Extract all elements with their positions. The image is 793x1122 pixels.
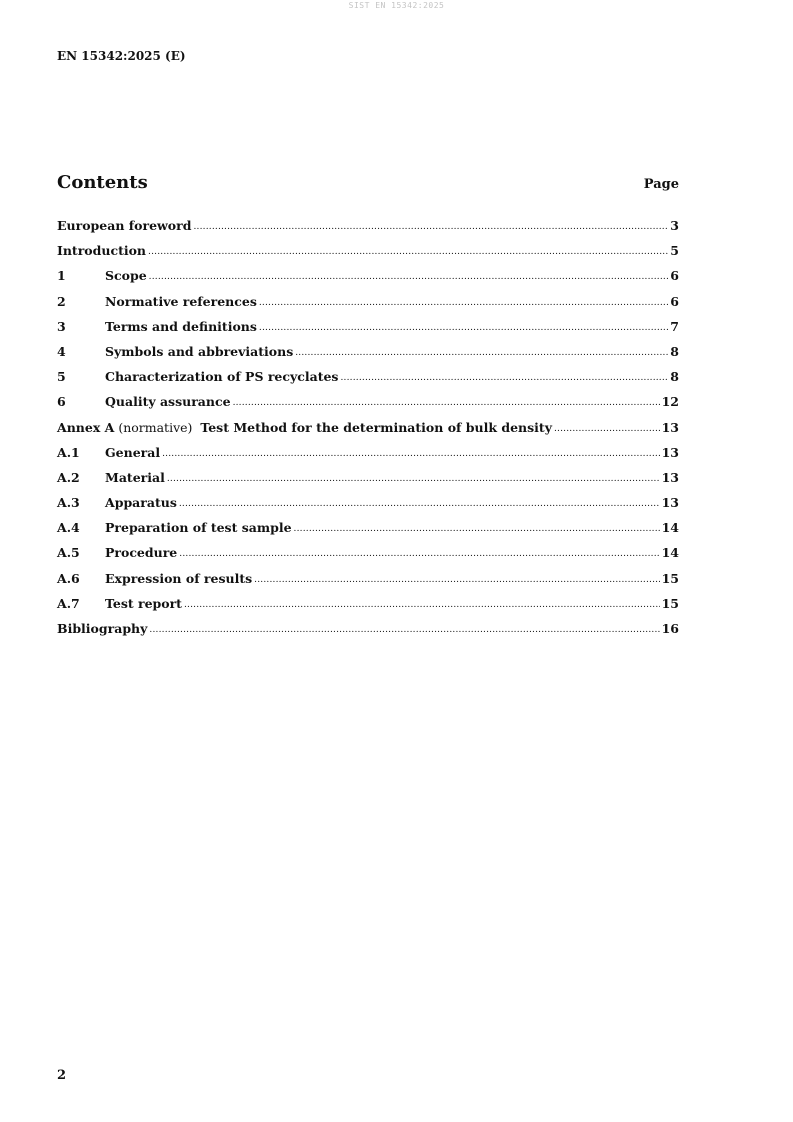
toc-entry-european-foreword[interactable] (57, 213, 679, 238)
toc-page: 13 (661, 419, 679, 435)
toc-page: 7 (670, 318, 679, 334)
toc-title (57, 415, 552, 440)
toc-title: Test report (105, 595, 182, 611)
toc-leader (259, 316, 668, 341)
toc-title: Introduction (57, 243, 147, 259)
annex-title: Test Method for the determination of bulk density (200, 419, 552, 435)
page-number: 2 (57, 1068, 67, 1083)
toc-entry-introduction[interactable] (57, 238, 679, 263)
toc-title: General (105, 444, 161, 460)
toc-entry-annex-a[interactable] (57, 415, 679, 440)
toc-page: 8 (670, 343, 679, 359)
toc-number: A.4 (57, 520, 80, 536)
toc-page: 6 (670, 268, 679, 284)
toc-title: Material (105, 469, 165, 485)
toc-leader (340, 366, 668, 391)
toc-page: 14 (661, 545, 679, 561)
page-column-label: Page (643, 177, 679, 192)
toc-number: A.1 (57, 444, 80, 460)
toc-page: 15 (661, 570, 679, 586)
toc-entry-a3-apparatus[interactable] (57, 490, 679, 515)
toc-number: 3 (57, 318, 66, 334)
toc-leader (295, 341, 668, 366)
toc-leader (254, 568, 659, 593)
toc-number: 1 (57, 268, 66, 284)
toc-title: Scope (105, 268, 147, 284)
toc-title: Apparatus (105, 495, 177, 511)
toc-leader (149, 265, 669, 290)
toc-number: 2 (57, 293, 66, 309)
toc-entry-symbols-and-abbreviations[interactable] (57, 339, 679, 364)
toc-leader (179, 492, 660, 517)
toc-page: 5 (670, 243, 679, 259)
toc-title: Procedure (105, 545, 178, 561)
toc-entry-a6-expression-of-results[interactable] (57, 566, 679, 591)
toc-number: A.6 (57, 570, 80, 586)
toc-entry-a7-test-report[interactable] (57, 591, 679, 616)
toc-leader (233, 391, 660, 416)
toc-leader (167, 467, 660, 492)
annex-note: (normative) (114, 419, 201, 435)
toc-leader (193, 215, 668, 240)
toc-number: A.5 (57, 545, 80, 561)
toc-entry-normative-references[interactable] (57, 289, 679, 314)
toc-entry-a1-general[interactable] (57, 440, 679, 465)
toc-leader (162, 442, 659, 467)
toc-title: Normative references (105, 293, 257, 309)
toc-leader (554, 417, 660, 442)
toc-entry-bibliography[interactable] (57, 616, 679, 641)
toc-leader (184, 593, 660, 618)
toc-leader (259, 291, 668, 316)
toc-number: 5 (57, 369, 66, 385)
toc-entry-a2-material[interactable] (57, 465, 679, 490)
toc-page: 13 (661, 495, 679, 511)
contents-title: Contents (57, 172, 148, 193)
toc-page: 14 (661, 520, 679, 536)
toc-number: A.2 (57, 469, 80, 485)
watermark: SIST EN 15342:2025 (348, 1, 445, 10)
toc-page: 12 (661, 394, 679, 410)
toc-entry-quality-assurance[interactable] (57, 389, 679, 414)
toc-number: 6 (57, 394, 66, 410)
toc-page: 8 (670, 369, 679, 385)
toc-number: A.7 (57, 595, 80, 611)
toc-leader (294, 517, 660, 542)
toc-title: Symbols and abbreviations (105, 343, 294, 359)
toc-entry-terms-and-definitions[interactable] (57, 314, 679, 339)
toc-leader (148, 240, 668, 265)
toc-page: 3 (670, 218, 679, 233)
toc-leader (179, 542, 659, 567)
toc-entry-a5-procedure[interactable] (57, 540, 679, 565)
document-id: EN 15342:2025 (E) (57, 49, 186, 63)
toc-entry-characterization[interactable] (57, 364, 679, 389)
toc-leader (149, 618, 659, 643)
toc-entry-a4-preparation[interactable] (57, 515, 679, 540)
toc-page: 13 (661, 469, 679, 485)
annex-label: Annex A (57, 419, 115, 435)
toc-page: 15 (661, 595, 679, 611)
toc-page: 13 (661, 444, 679, 460)
toc-title: Quality assurance (105, 394, 231, 410)
toc-title: Preparation of test sample (105, 520, 292, 536)
toc-page: 6 (670, 293, 679, 309)
table-of-contents (57, 213, 679, 641)
toc-title: European foreword (57, 218, 192, 233)
toc-title: Terms and definitions (105, 318, 257, 334)
toc-entry-scope[interactable] (57, 263, 679, 288)
toc-number: A.3 (57, 495, 80, 511)
toc-title: Characterization of PS recyclates (105, 369, 339, 385)
toc-title: Expression of results (105, 570, 253, 586)
toc-number: 4 (57, 343, 66, 359)
toc-title: Bibliography (57, 621, 148, 636)
toc-page: 16 (661, 621, 679, 636)
